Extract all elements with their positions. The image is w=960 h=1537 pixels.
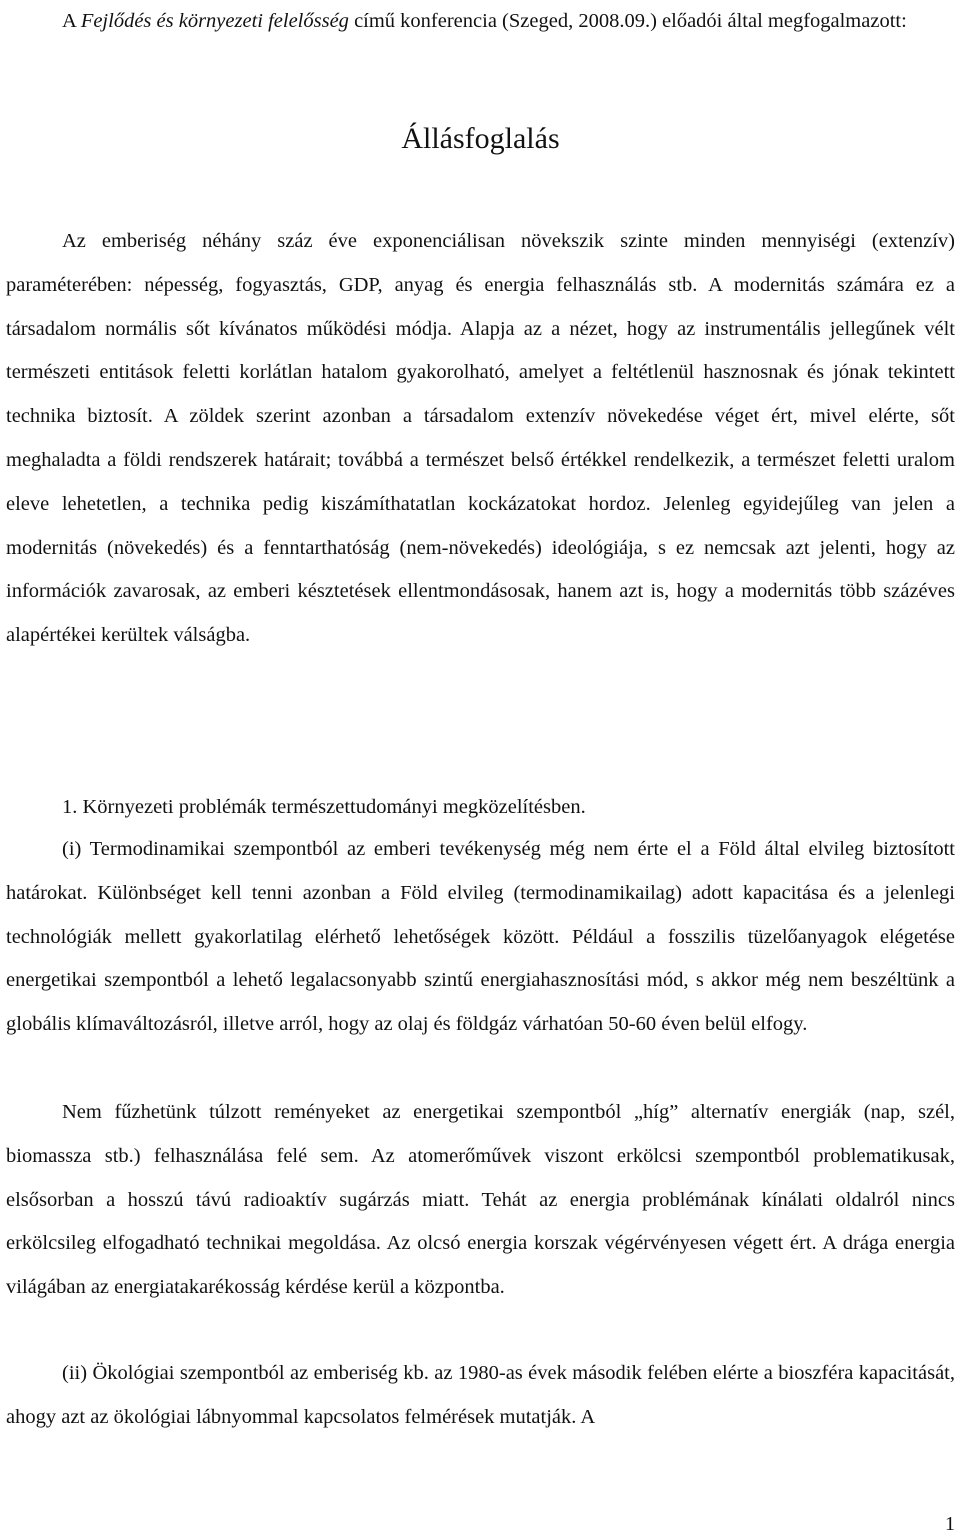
- paragraph-ecological: (ii) Ökológiai szempontból az emberiség kb. az 1980-as évek második felében elérte a bioszféra kapacitását, ahogy azt az ökológiai lábnyommal kapcsolatos felmérések mutatják. A: [6, 1362, 955, 1428]
- page-title: Állásfoglalás: [401, 122, 560, 155]
- intro-prefix: A: [62, 10, 81, 32]
- conference-name: Fejlődés és környezeti felelősség: [80, 10, 349, 32]
- page-number: 1: [945, 1513, 955, 1535]
- intro-line: [6, 0, 955, 42]
- section-heading-1: 1. Környezeti problémák természettudományi megközelítésben.: [62, 796, 586, 818]
- paragraph-energy: Nem fűzhetünk túlzott reményeket az energetikai szempontból „híg” alternatív energiák (nap, szél, biomassza stb.) felhasználása felé sem. Az atomerőművek viszont erkölcsi szempontból problematikusak, elsősorban a hosszú távú radioaktív sugárzás miatt. Tehát az energia problémának kínálati oldalról nincs erkölcsileg elfogadható technikai megoldása. Az olcsó energia korszak végérvényesen végett ért. A drága energia világában az energiatakarékosság kérdése kerül a központba.: [6, 1101, 955, 1299]
- intro-suffix: című konferencia (Szeged, 2008.09.) előadói által megfogalmazott:: [348, 10, 907, 32]
- paragraph-thermodynamic: (i) Termodinamikai szempontból az emberi tevékenység még nem érte el a Föld által elvileg biztosított határokat. Különbséget kell tenni azonban a Föld elvileg (termodinamikailag) adott kapacitása és a jelenlegi technológiák mellett gyakorlatilag elérhető lehetőségek között. Például a fosszilis tüzelőanyagok elégetése energetikai szempontból a lehető legalacsonyabb szintű energiahasznosítási mód, s akkor még nem beszéltünk a globális klímaváltozásról, illetve arról, hogy az olaj és földgáz várhatóan 50-60 éven belül elfogy.: [6, 838, 955, 1036]
- paragraph-intro: Az emberiség néhány száz éve exponenciálisan növekszik szinte minden mennyiségi (extenzív) paraméterében: népesség, fogyasztás, GDP, anyag és energia felhasználás stb. A modernitás számára ez a társadalom normális sőt kívánatos működési módja. Alapja az a nézet, hogy az instrumentális jellegűnek vélt természeti entitások feletti korlátlan hatalom gyakorolható, amelyet a feltétlenül hasznosnak és jónak tekintett technika biztosít. A zöldek szerint azonban a társadalom extenzív növekedése véget ért, mivel elérte, sőt meghaladta a földi rendszerek határait; továbbá a természet belső értékkel rendelkezik, a természet feletti uralom eleve lehetetlen, a technika pedig kiszámíthatatlan kockázatokat hordoz. Jelenleg egyidejűleg van jelen a modernitás (növekedés) és a fenntarthatóság (nem-növekedés) ideológiája, s ez nemcsak azt jelenti, hogy az információk zavarosak, az emberi késztetések ellentmondásosak, hanem azt is, hogy a modernitás több százéves alapértékei kerültek válságba.: [6, 230, 955, 647]
